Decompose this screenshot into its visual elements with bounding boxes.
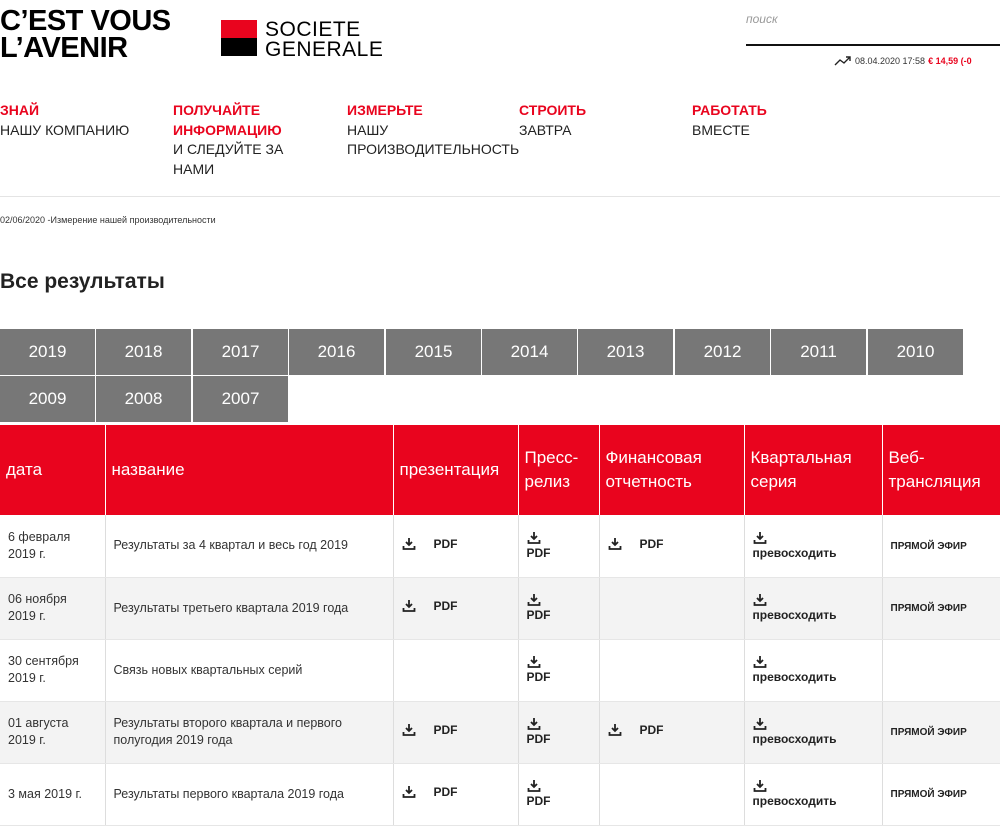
download-icon — [402, 599, 416, 613]
download-icon — [402, 723, 416, 737]
row-date: 30 сентября 2019 г. — [0, 639, 105, 701]
tab-year-2013[interactable]: 2013 — [578, 329, 673, 375]
download-icon — [608, 723, 622, 737]
financial-statements-pdf-link[interactable] — [608, 722, 664, 739]
header-date: дата — [0, 425, 105, 515]
header-webcast: Веб-трансляция — [882, 425, 1000, 515]
download-icon — [527, 779, 541, 793]
download-icon — [753, 779, 767, 793]
excel-label: превосходить — [752, 608, 837, 622]
pdf-label: PDF — [526, 794, 551, 808]
press-release-pdf-link[interactable] — [527, 717, 551, 747]
nav-item-build[interactable] — [519, 101, 659, 140]
main-nav — [0, 101, 1000, 197]
webcast-live-link[interactable]: ПРЯМОЙ ЭФИР — [890, 603, 967, 614]
row-date: 6 февраля 2019 г. — [0, 515, 105, 577]
tab-year-2016[interactable]: 2016 — [289, 329, 384, 375]
trend-up-icon — [834, 56, 852, 66]
table-row — [0, 763, 1000, 825]
header-presentation: презентация — [393, 425, 518, 515]
row-title: Результаты третьего квартала 2019 года — [105, 577, 393, 639]
quarterly-series-excel-link[interactable] — [753, 593, 837, 623]
tab-year-2017[interactable]: 2017 — [193, 329, 288, 375]
row-title: Результаты первого квартала 2019 года — [105, 763, 393, 825]
tab-year-2008[interactable]: 2008 — [96, 376, 191, 422]
pdf-label: PDF — [639, 722, 664, 737]
nav-item-label: НАШУ ПРОИЗВОДИТЕЛЬНОСТЬ — [347, 121, 520, 157]
breadcrumb: 02/06/2020 -Измерение нашей производительности — [0, 215, 216, 225]
download-icon — [753, 593, 767, 607]
row-date: 3 мая 2019 г. — [0, 763, 105, 825]
ticker-date: 08.04.2020 17:58 — [855, 56, 926, 66]
row-date: 06 ноября 2019 г. — [0, 577, 105, 639]
quarterly-series-excel-link[interactable] — [753, 717, 837, 747]
header-press-release: Пресс-релиз — [518, 425, 599, 515]
pdf-label: PDF — [433, 536, 458, 551]
download-icon — [608, 537, 622, 551]
nav-item-label: И СЛЕДУЙТЕ ЗА НАМИ — [173, 141, 284, 177]
tab-year-2019[interactable]: 2019 — [0, 329, 95, 375]
row-title: Результаты второго квартала и первого полугодия 2019 года — [105, 701, 393, 763]
logo-wordmark — [265, 20, 383, 60]
press-release-pdf-link[interactable] — [527, 655, 551, 685]
row-title: Результаты за 4 квартал и весь год 2019 — [105, 515, 393, 577]
webcast-empty — [882, 639, 1000, 701]
pdf-label: PDF — [526, 732, 551, 746]
nav-item-label: НАШУ КОМПАНИЮ — [0, 121, 130, 138]
press-release-pdf-link[interactable] — [527, 593, 551, 623]
header-quarterly-series: Квартальная серия — [744, 425, 882, 515]
tab-year-2015[interactable]: 2015 — [386, 329, 481, 375]
download-icon — [753, 655, 767, 669]
nav-item-know[interactable] — [0, 101, 150, 140]
page-title: Все результаты — [0, 270, 165, 293]
header-title: название — [105, 425, 393, 515]
pdf-label: PDF — [639, 536, 664, 551]
presentation-pdf-link[interactable] — [402, 536, 458, 553]
presentation-pdf-link[interactable] — [402, 722, 458, 739]
results-table — [0, 425, 1000, 826]
tab-year-2007[interactable]: 2007 — [193, 376, 288, 422]
webcast-live-link[interactable]: ПРЯМОЙ ЭФИР — [890, 789, 967, 800]
nav-item-performance[interactable] — [347, 101, 547, 160]
societe-generale-logo[interactable] — [221, 20, 383, 60]
search-box — [746, 8, 1000, 46]
nav-item-label-red: СТРОИТЬ — [519, 102, 587, 118]
excel-label: превосходить — [752, 670, 837, 684]
pdf-label: PDF — [526, 670, 551, 684]
table-row — [0, 701, 1000, 763]
slogan-line-1: C’EST VOUS — [0, 5, 171, 37]
slogan-line-2: L’AVENIR — [0, 32, 128, 64]
download-icon — [527, 655, 541, 669]
tab-year-2018[interactable]: 2018 — [96, 329, 191, 375]
excel-label: превосходить — [752, 732, 837, 746]
stock-ticker — [834, 56, 972, 66]
table-row — [0, 515, 1000, 577]
press-release-pdf-link[interactable] — [527, 779, 551, 809]
tab-year-2010[interactable]: 2010 — [868, 329, 963, 375]
logo-line-1: SOCIETE — [265, 18, 361, 41]
pdf-label: PDF — [433, 722, 458, 737]
presentation-pdf-link[interactable] — [402, 598, 458, 615]
table-row — [0, 577, 1000, 639]
row-date: 01 августа 2019 г. — [0, 701, 105, 763]
financial-statements-pdf-link[interactable] — [608, 536, 664, 553]
nav-item-label-red: ПОЛУЧАЙТЕ ИНФОРМАЦИЮ — [173, 102, 282, 138]
quarterly-series-excel-link[interactable] — [753, 779, 837, 809]
nav-item-work[interactable] — [692, 101, 832, 140]
nav-item-label: ВМЕСТЕ — [692, 121, 750, 138]
nav-item-label-red: РАБОТАТЬ — [692, 102, 767, 118]
ticker-value: € 14,59 (-0 — [928, 56, 972, 66]
tab-year-2011[interactable]: 2011 — [771, 329, 866, 375]
nav-item-label-red: ЗНАЙ — [0, 102, 40, 118]
pdf-label: PDF — [433, 598, 458, 613]
tab-year-2012[interactable]: 2012 — [675, 329, 770, 375]
download-icon — [402, 537, 416, 551]
financial-statements-empty — [599, 639, 744, 701]
nav-item-label: ЗАВТРА — [519, 121, 572, 138]
financial-statements-empty — [599, 577, 744, 639]
quarterly-series-excel-link[interactable] — [753, 655, 837, 685]
download-icon — [753, 717, 767, 731]
quarterly-series-excel-link[interactable] — [753, 531, 837, 561]
download-icon — [527, 531, 541, 545]
row-title: Связь новых квартальных серий — [105, 639, 393, 701]
download-icon — [527, 717, 541, 731]
excel-label: превосходить — [752, 794, 837, 808]
presentation-empty — [393, 639, 518, 701]
nav-item-information[interactable] — [173, 101, 313, 179]
download-icon — [402, 785, 416, 799]
tab-year-2009[interactable]: 2009 — [0, 376, 95, 422]
webcast-live-link[interactable]: ПРЯМОЙ ЭФИР — [890, 540, 967, 552]
webcast-live-link[interactable]: ПРЯМОЙ ЭФИР — [890, 727, 967, 738]
pdf-label: PDF — [526, 608, 551, 622]
logo-mark-icon — [221, 20, 257, 56]
slogan — [0, 5, 171, 64]
excel-label: превосходить — [752, 545, 837, 560]
download-icon — [753, 531, 767, 545]
presentation-pdf-link[interactable] — [402, 784, 458, 801]
logo-line-2: GENERALE — [265, 38, 384, 61]
nav-item-label-red: ИЗМЕРЬТЕ — [347, 102, 423, 118]
financial-statements-empty — [599, 763, 744, 825]
table-row — [0, 639, 1000, 701]
header-financial-statements: Финансовая отчетность — [599, 425, 744, 515]
search-input[interactable] — [746, 8, 1000, 30]
download-icon — [527, 593, 541, 607]
tab-year-2014[interactable]: 2014 — [482, 329, 577, 375]
pdf-label: PDF — [526, 545, 551, 560]
table-header-row — [0, 425, 1000, 515]
press-release-pdf-link[interactable] — [527, 531, 551, 561]
pdf-label: PDF — [433, 784, 458, 799]
